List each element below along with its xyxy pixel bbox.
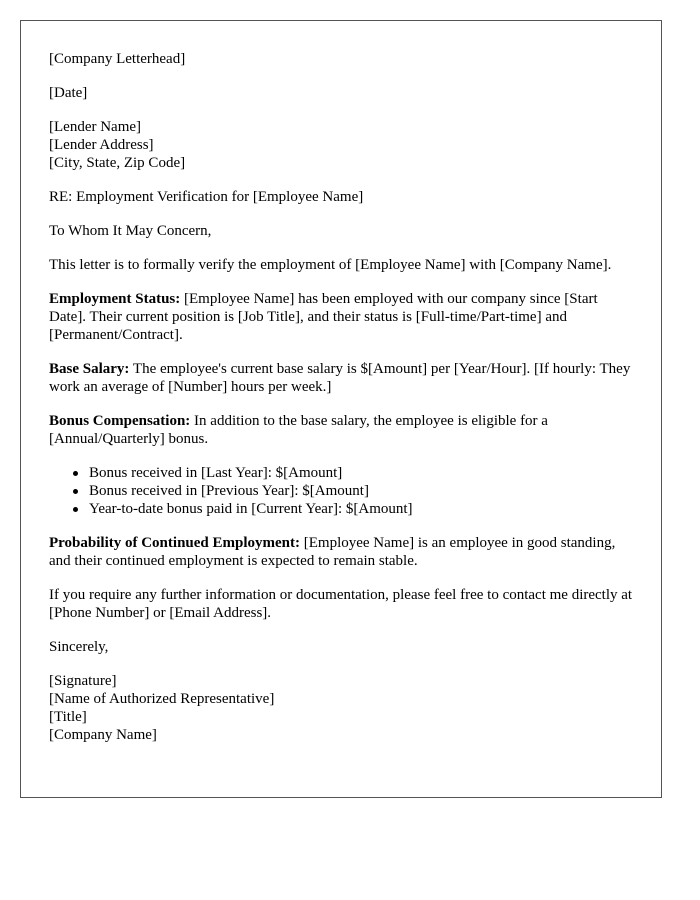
- base-salary-text: The employee's current base salary is $[Amount] per [Year/Hour]. [If hourly: They work an average of [Number] hours per week.]: [49, 361, 631, 395]
- base-salary-heading: Base Salary:: [49, 361, 130, 377]
- bonus-compensation-paragraph: [49, 412, 633, 448]
- signature-block: [49, 672, 633, 744]
- list-item: [89, 482, 633, 500]
- bullet-icon: [73, 507, 78, 512]
- recipient-address: [49, 118, 633, 172]
- employment-status-heading: Employment Status:: [49, 291, 181, 307]
- lender-city-state-zip: [City, State, Zip Code]: [49, 155, 186, 171]
- salutation: To Whom It May Concern,: [49, 223, 212, 239]
- bonus-compensation-text: In addition to the base salary, the employee is eligible for a [Annual/Quarterly] bonus.: [49, 413, 548, 447]
- employment-status-text: [Employee Name] has been employed with our company since [Start Date]. Their current position is [Job Title], and their status is [Full-time/Part-time] and [Permanent/Contract].: [49, 291, 598, 343]
- company-letterhead: [Company Letterhead]: [49, 51, 186, 67]
- representative-name: [Name of Authorized Representative]: [49, 691, 275, 707]
- lender-address: [Lender Address]: [49, 137, 154, 153]
- letter-date: [Date]: [49, 85, 88, 101]
- bonus-compensation-heading: Bonus Compensation:: [49, 413, 191, 429]
- subject-line: RE: Employment Verification for [Employee Name]: [49, 189, 364, 205]
- representative-title: [Title]: [49, 709, 87, 725]
- employment-status-paragraph: [49, 290, 633, 344]
- bonus-last-year: Bonus received in [Last Year]: $[Amount]: [89, 465, 343, 481]
- bonus-year-to-date: Year-to-date bonus paid in [Current Year]: $[Amount]: [89, 501, 413, 517]
- letter-page: [20, 20, 662, 798]
- list-item: [89, 500, 633, 518]
- continued-employment-paragraph: [49, 534, 633, 570]
- intro-paragraph: This letter is to formally verify the employment of [Employee Name] with [Company Name].: [49, 257, 612, 273]
- contact-paragraph: If you require any further information or documentation, please feel free to contact me directly at [Phone Number] or [Email Address].: [49, 587, 633, 621]
- bonus-list: [49, 464, 633, 518]
- lender-name: [Lender Name]: [49, 119, 142, 135]
- bullet-icon: [73, 489, 78, 494]
- closing: Sincerely,: [49, 639, 109, 655]
- bonus-previous-year: Bonus received in [Previous Year]: $[Amount]: [89, 483, 369, 499]
- list-item: [89, 464, 633, 482]
- base-salary-paragraph: [49, 360, 633, 396]
- bullet-icon: [73, 471, 78, 476]
- signature: [Signature]: [49, 673, 117, 689]
- continued-employment-text: [Employee Name] is an employee in good standing, and their continued employment is expected to remain stable.: [49, 535, 616, 569]
- company-name: [Company Name]: [49, 727, 157, 743]
- continued-employment-heading: Probability of Continued Employment:: [49, 535, 300, 551]
